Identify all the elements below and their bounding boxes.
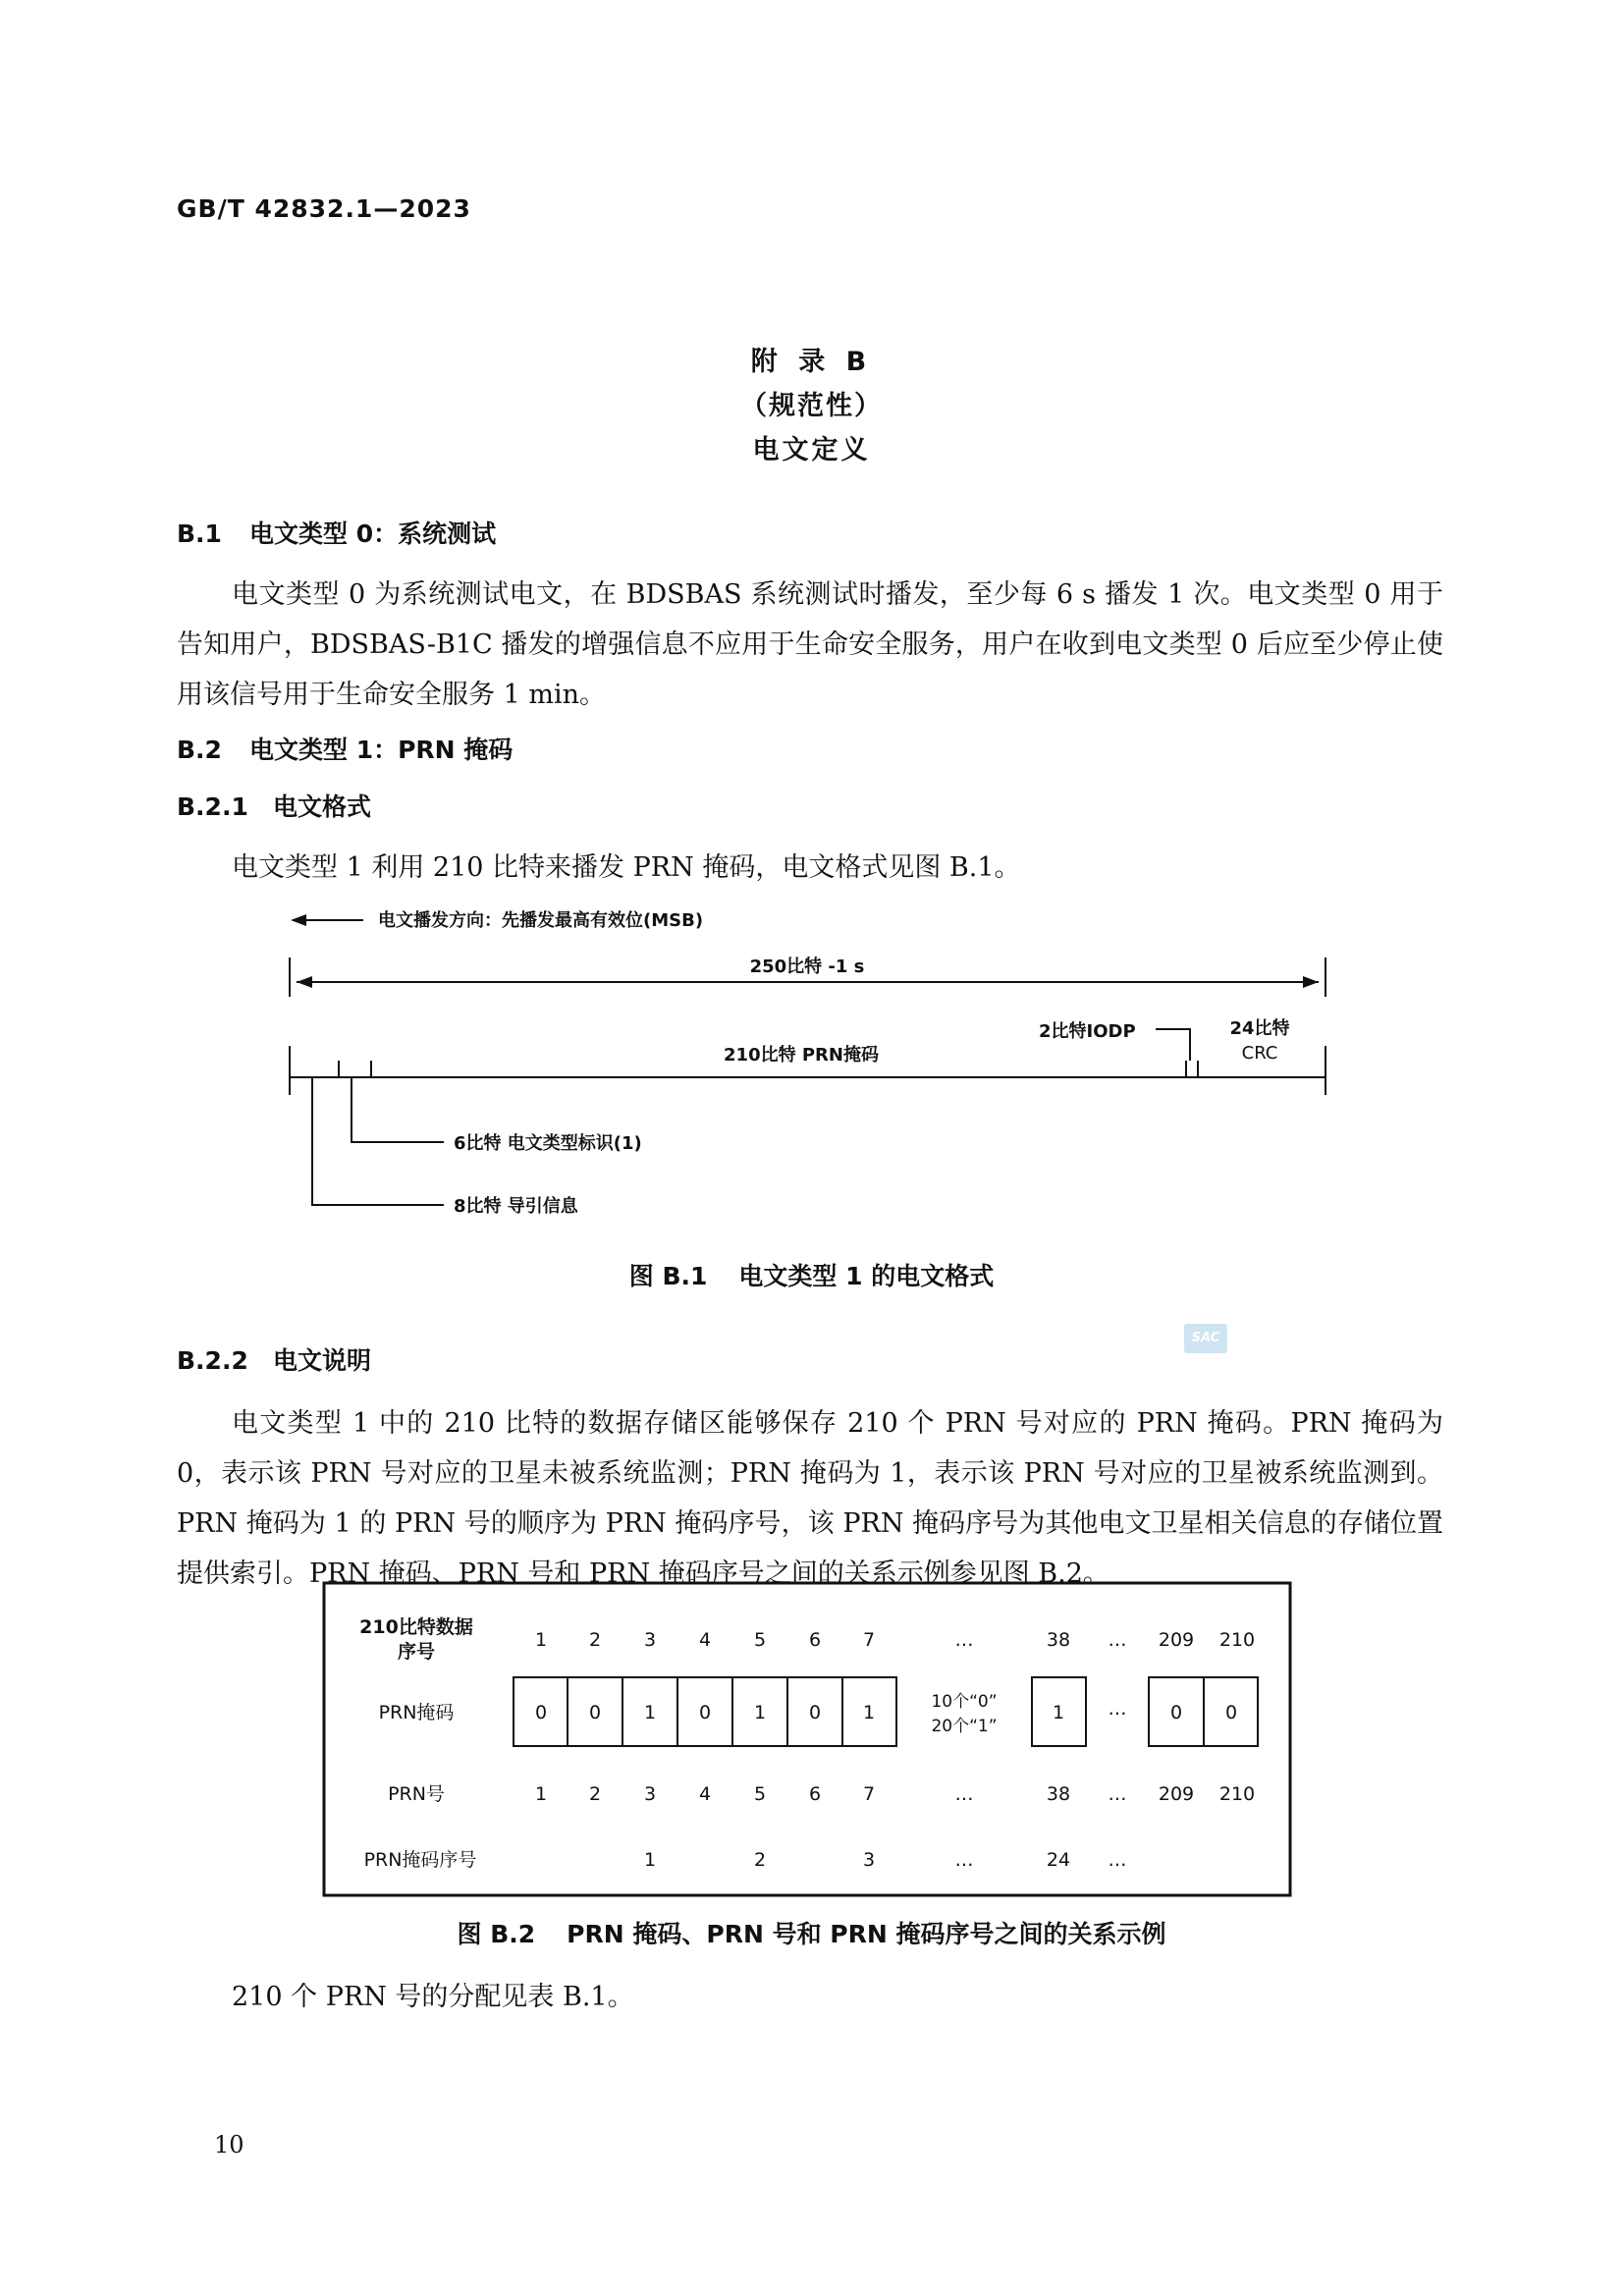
prn-cell: …: [1108, 1783, 1127, 1805]
mask-value-209: 0: [1169, 1702, 1183, 1723]
prn-cell: 3: [643, 1783, 657, 1805]
seq-cell: 5: [753, 1629, 767, 1651]
total-bits-label: 250比特 -1 s: [749, 957, 865, 977]
mask-value: 0: [534, 1702, 548, 1723]
mask-value: 1: [753, 1702, 767, 1723]
mask-seq-cell: …: [954, 1849, 974, 1871]
section-number: B.2.2: [177, 1346, 248, 1375]
mask-value: 0: [588, 1702, 602, 1723]
type-id-label: 6比特 电文类型标识(1): [454, 1133, 642, 1154]
prn-cell: …: [954, 1783, 974, 1805]
seq-cell: 6: [808, 1629, 822, 1651]
section-b22-paragraph: 电文类型 1 中的 210 比特的数据存储区能够保存 210 个 PRN 号对应的 PRN 掩码。PRN 掩码为 0，表示该 PRN 号对应的卫星未被系统监测；PRN 掩码为 1，表示该 PRN 号对应的卫星被系统监测到。PRN 掩码为 1 的 PRN 号的顺序为 PRN 掩码序号，该 PRN 掩码序号为其他电文卫星相关信息的存储位置提供索引。PRN 掩码、PRN 号和 PRN 掩码序号之间的关系示例参见图 B.2。: [177, 1408, 1443, 1589]
section-title: 电文类型 0：系统测试: [249, 519, 497, 548]
seq-cell: 7: [862, 1629, 876, 1651]
mask-seq-cell: 24: [1046, 1849, 1071, 1871]
crc-label: CRC: [1241, 1043, 1278, 1064]
seq-cell: 3: [643, 1629, 657, 1651]
crc-bits-label: 24比特: [1229, 1018, 1290, 1039]
prn-cell: 5: [753, 1783, 767, 1805]
preamble-label: 8比特 导引信息: [454, 1196, 578, 1217]
seq-cell: 209: [1158, 1629, 1195, 1651]
prn-cell: 6: [808, 1783, 822, 1805]
appendix-nature: （规范性）: [740, 391, 883, 421]
mask-seq-cell: 1: [643, 1849, 657, 1871]
figure-caption-text: PRN 掩码、PRN 号和 PRN 掩码序号之间的关系示例: [567, 1920, 1166, 1948]
section-number: B.2: [177, 736, 222, 764]
standard-number-header: GB/T 42832.1—2023: [177, 194, 471, 223]
direction-label: 电文播发方向：先播发最高有效位(MSB): [378, 910, 704, 931]
mask-value-210: 0: [1224, 1702, 1238, 1723]
row-label-mask-seq: PRN掩码序号: [363, 1849, 477, 1871]
mask-seq-cell: 2: [753, 1849, 767, 1871]
section-title: 电文说明: [273, 1346, 372, 1375]
section-number: B.2.1: [177, 793, 248, 821]
section-b1-paragraph: 电文类型 0 为系统测试电文，在 BDSBAS 系统测试时播发，至少每 6 s 播发 1 次。电文类型 0 用于告知用户，BDSBAS-B1C 播发的增强信息不应用于生命安全服务，用户在收到电文类型 0 后应至少停止使用该信号用于生命安全服务 1 min。: [177, 579, 1443, 710]
closing-paragraph: 210 个 PRN 号的分配见表 B.1。: [232, 1982, 634, 2012]
section-title: 电文类型 1：PRN 掩码: [249, 736, 514, 764]
mask-seq-cell: …: [1108, 1849, 1127, 1871]
row-label-seq-line1: 210比特数据: [359, 1616, 473, 1638]
seq-cell: 4: [698, 1629, 712, 1651]
sac-watermark: SAC: [1184, 1324, 1227, 1353]
figure-number: 图 B.1: [628, 1262, 708, 1290]
mask-value: 0: [808, 1702, 822, 1723]
iodp-label: 2比特IODP: [1039, 1021, 1136, 1042]
figure-caption-text: 电文类型 1 的电文格式: [738, 1262, 995, 1290]
mask-value: 0: [698, 1702, 712, 1723]
seq-cell: …: [954, 1629, 974, 1651]
seq-cell: 38: [1046, 1629, 1071, 1651]
page-number: 10: [214, 2131, 244, 2159]
figure-b2-caption: [0, 1915, 1623, 1950]
appendix-title: 附 录 B: [750, 347, 873, 377]
row-label-prn: PRN号: [388, 1783, 445, 1805]
figure-number: 图 B.2: [457, 1920, 536, 1948]
prn-cell: 2: [588, 1783, 602, 1805]
prn-cell: 1: [534, 1783, 548, 1805]
row-label-seq-line2: 序号: [397, 1641, 436, 1663]
mask-seq-cell: 3: [862, 1849, 876, 1871]
mask-note-ones: 20个“1”: [931, 1717, 998, 1736]
mask-value: 1: [862, 1702, 876, 1723]
mask-value: 1: [643, 1702, 657, 1723]
row-label-mask: PRN掩码: [378, 1702, 455, 1723]
prn-cell: 38: [1046, 1783, 1071, 1805]
section-number: B.1: [177, 519, 222, 548]
mask-note-zeros: 10个“0”: [931, 1692, 998, 1712]
section-title: 电文格式: [273, 793, 372, 821]
prn-cell: 210: [1218, 1783, 1256, 1805]
seq-cell: 2: [588, 1629, 602, 1651]
seq-cell: …: [1108, 1629, 1127, 1651]
prn-cell: 209: [1158, 1783, 1195, 1805]
section-b21-paragraph: 电文类型 1 利用 210 比特来播发 PRN 掩码，电文格式见图 B.1。: [232, 852, 1021, 883]
mask-value-38: 1: [1052, 1702, 1065, 1723]
prn-cell: 4: [698, 1783, 712, 1805]
prn-cell: 7: [862, 1783, 876, 1805]
appendix-name: 电文定义: [752, 435, 871, 465]
seq-cell: 1: [534, 1629, 548, 1651]
mask-gap: …: [1108, 1698, 1127, 1720]
seq-cell: 210: [1218, 1629, 1256, 1651]
mask-field-label: 210比特 PRN掩码: [724, 1045, 879, 1066]
